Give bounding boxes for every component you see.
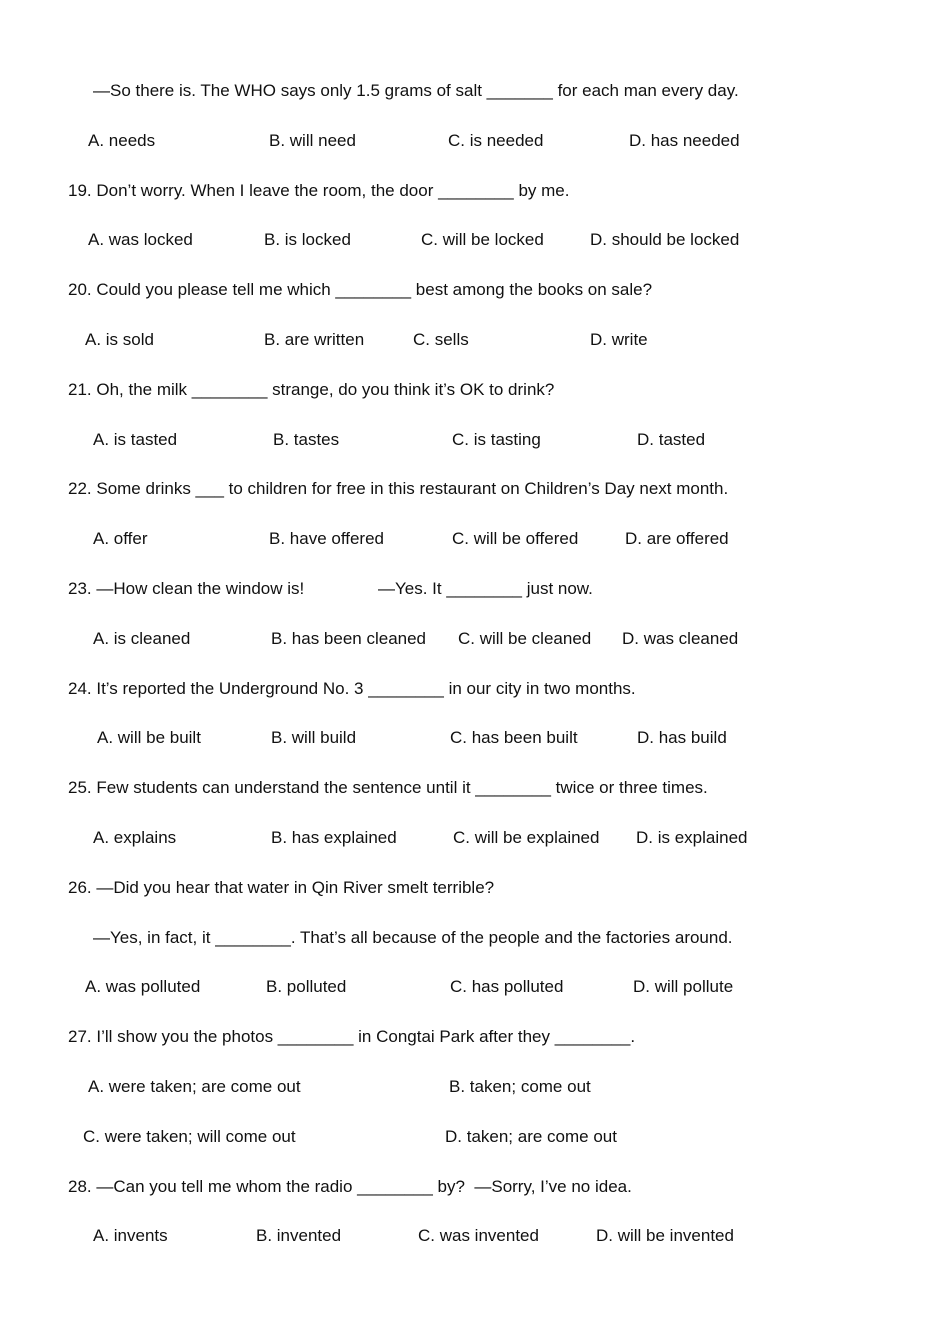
- q25-stem: 25. Few students can understand the sentence until it ________ twice or three times.: [68, 778, 708, 797]
- q25-option-b: B. has explained: [271, 828, 397, 847]
- q27-stem: 27. I’ll show you the photos ________ in Congtai Park after they ________.: [68, 1027, 636, 1046]
- q22-stem: 22. Some drinks ___ to children for free in this restaurant on Children’s Day next month.: [68, 479, 729, 498]
- q21-stem: 21. Oh, the milk ________ strange, do you think it’s OK to drink?: [68, 380, 555, 399]
- q22-option-d: D. are offered: [625, 529, 729, 548]
- q18-dialogue-line: —So there is. The WHO says only 1.5 grams of salt _______ for each man every day.: [93, 81, 739, 100]
- q24-option-d: D. has build: [637, 728, 727, 747]
- q23-option-c: C. will be cleaned: [458, 629, 592, 648]
- q24-option-c: C. has been built: [450, 728, 578, 747]
- q18-option-a: A. needs: [88, 131, 156, 150]
- q21-option-a: A. is tasted: [93, 430, 178, 449]
- q28-option-a: A. invents: [93, 1226, 168, 1245]
- q21-option-b: B. tastes: [273, 430, 340, 449]
- q21-option-d: D. tasted: [637, 430, 706, 449]
- q22-option-b: B. have offered: [269, 529, 384, 548]
- q25-option-a: A. explains: [93, 828, 177, 847]
- q24-option-a: A. will be built: [97, 728, 201, 747]
- q25-option-c: C. will be explained: [453, 828, 600, 847]
- q27-option-c: C. were taken; will come out: [83, 1127, 296, 1146]
- q21-option-c: C. is tasting: [452, 430, 541, 449]
- q28-option-d: D. will be invented: [596, 1226, 734, 1245]
- q20-option-a: A. is sold: [85, 330, 154, 349]
- q23-stem: 23. —How clean the window is!: [68, 579, 305, 598]
- q19-option-b: B. is locked: [264, 230, 351, 249]
- q26-option-b: B. polluted: [266, 977, 347, 996]
- q27-option-d: D. taken; are come out: [445, 1127, 617, 1146]
- q19-option-c: C. will be locked: [421, 230, 544, 249]
- q26-option-a: A. was polluted: [85, 977, 201, 996]
- q18-option-b: B. will need: [269, 131, 356, 150]
- q19-stem: 19. Don’t worry. When I leave the room, the door ________ by me.: [68, 181, 570, 200]
- q19-option-d: D. should be locked: [590, 230, 740, 249]
- q23-option-b: B. has been cleaned: [271, 629, 427, 648]
- q24-stem: 24. It’s reported the Underground No. 3 ________ in our city in two months.: [68, 679, 636, 698]
- q20-option-d: D. write: [590, 330, 648, 349]
- q28-option-c: C. was invented: [418, 1226, 539, 1245]
- q18-option-c: C. is needed: [448, 131, 544, 150]
- q28-option-b: B. invented: [256, 1226, 342, 1245]
- q22-option-c: C. will be offered: [452, 529, 579, 548]
- q19-option-a: A. was locked: [88, 230, 193, 249]
- q26-stem: 26. —Did you hear that water in Qin River smelt terrible?: [68, 878, 495, 897]
- q26-option-c: C. has polluted: [450, 977, 564, 996]
- q26-option-d: D. will pollute: [633, 977, 734, 996]
- q20-stem: 20. Could you please tell me which ________ best among the books on sale?: [68, 280, 653, 299]
- q27-option-b: B. taken; come out: [449, 1077, 591, 1096]
- q20-option-b: B. are written: [264, 330, 365, 349]
- q26-reply: —Yes, in fact, it ________. That’s all because of the people and the factories around.: [93, 928, 733, 947]
- q23-reply: —Yes. It ________ just now.: [378, 579, 593, 598]
- q22-option-a: A. offer: [93, 529, 148, 548]
- q18-option-d: D. has needed: [629, 131, 740, 150]
- q24-option-b: B. will build: [271, 728, 357, 747]
- q27-option-a: A. were taken; are come out: [88, 1077, 301, 1096]
- q23-option-a: A. is cleaned: [93, 629, 191, 648]
- q20-option-c: C. sells: [413, 330, 469, 349]
- q23-option-d: D. was cleaned: [622, 629, 739, 648]
- q25-option-d: D. is explained: [636, 828, 748, 847]
- q28-stem: 28. —Can you tell me whom the radio ________ by? —Sorry, I’ve no idea.: [68, 1177, 632, 1196]
